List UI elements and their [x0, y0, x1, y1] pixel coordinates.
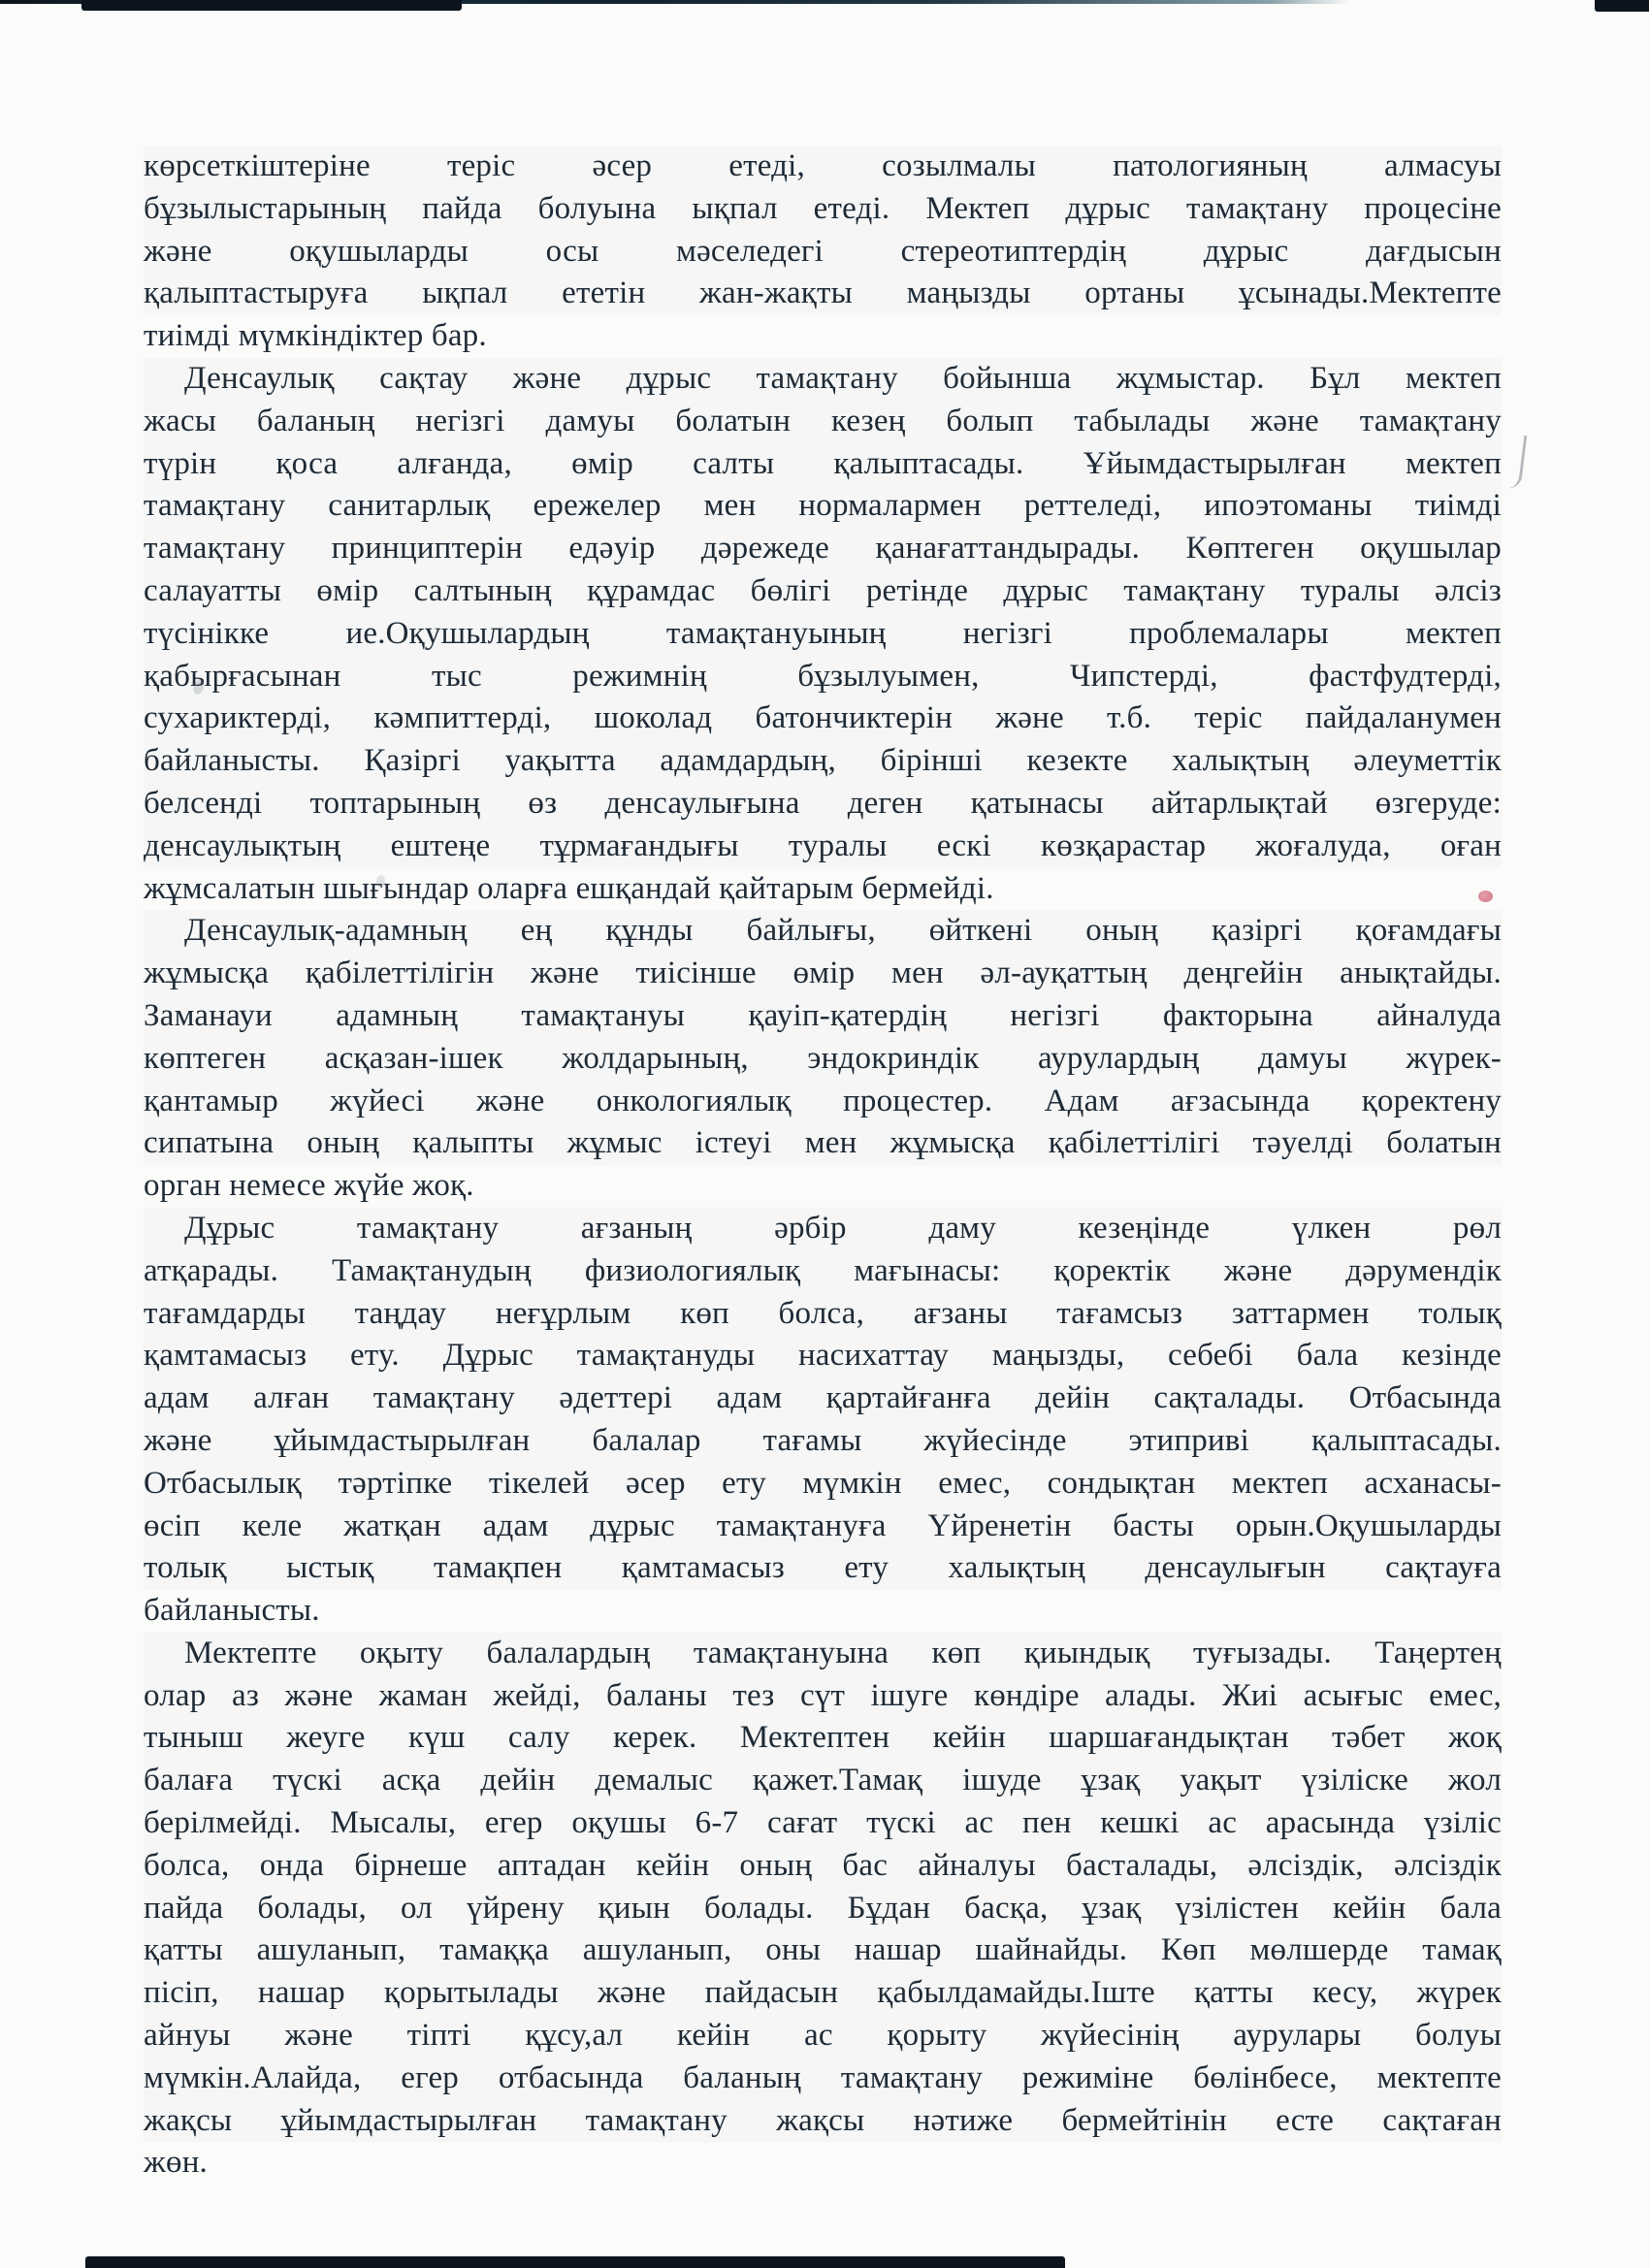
text-line: денсаулықтың ештеңе тұрмағандығы туралы ескі көзқарастар жоғалуда, оған — [144, 826, 1502, 868]
text-line: жұмысқа қабілеттілігін және тиісінше өмір мен әл-ауқаттың деңгейін анықтайды. — [144, 953, 1502, 995]
text-line: қалыптастыруға ықпал ететін жан-жақты маңызды ортаны ұсынады.Мектепте — [144, 273, 1502, 315]
scan-artifact-bottom-bar — [85, 2256, 1065, 2268]
text-line: өсіп келе жатқан адам дұрыс тамақтануға Үйренетін басты орын.Оқушыларды — [144, 1506, 1502, 1548]
text-line: Мектепте оқыту балалардың тамақтануына көп қиындық туғызады. Таңертең — [144, 1633, 1502, 1675]
text-line: көрсеткіштеріне теріс әсер етеді, созылмалы патологияның алмасуы — [144, 146, 1502, 188]
text-line: түрін қоса алғанда, өмір салты қалыптасады. Ұйымдастырылған мектеп — [144, 443, 1502, 486]
text-line: жасы баланың негізгі дамуы болатын кезең болып табылады және тамақтану — [144, 401, 1502, 443]
text-line: Денсаулық-адамның ең құнды байлығы, өйткені оның қазіргі қоғамдағы — [144, 910, 1502, 953]
text-line: Заманауи адамның тамақтануы қауіп-қатердің негізгі факторына айналуда — [144, 995, 1502, 1038]
text-line: тағамдарды таңдау неғұрлым көп болса, ағзаны тағамсыз заттармен толық — [144, 1293, 1502, 1336]
text-line: белсенді топтарының өз денсаулығына деген қатынасы айтарлықтай өзгеруде: — [144, 783, 1502, 826]
text-line: сипатына оның қалыпты жұмыс істеуі мен жұмысқа қабілеттілігі тәуелді болатын — [144, 1122, 1502, 1165]
text-line: орган немесе жүйе жоқ. — [144, 1168, 474, 1204]
text-line: пісіп, нашар қорытылады және пайдасын қабылдамайды.Іште қатты кесу, жүрек — [144, 1972, 1502, 2015]
text-line: балаға түскі асқа дейін демалыс қажет.Тамақ ішуде ұзақ уақыт үзіліске жол — [144, 1760, 1502, 1802]
text-line: тиімді мүмкіндіктер бар. — [144, 318, 487, 354]
text-line: бұзылыстарының пайда болуына ықпал етеді. Мектеп дұрыс тамақтану процесіне — [144, 188, 1502, 231]
text-line: адам алған тамақтану әдеттері адам қартайғанға дейін сақталады. Отбасында — [144, 1377, 1502, 1420]
text-line: Отбасылық тәртіпке тікелей әсер ету мүмкін емес, сондықтан мектеп асханасы- — [144, 1463, 1502, 1506]
text-line: байланысты. Қазіргі уақытта адамдардың, бірінші кезекте халықтың әлеуметтік — [144, 740, 1502, 783]
text-line: қантамыр жүйесі және онкологиялық процестер. Адам ағзасында қоректену — [144, 1081, 1502, 1123]
paragraph — [144, 146, 1502, 358]
pink-ink-mark — [1478, 891, 1493, 902]
text-line: қабырғасынан тыс режимнің бұзылуымен, Чипстерді, фастфудтерді, — [144, 656, 1502, 698]
text-line: байланысты. — [144, 1593, 320, 1629]
text-line: көптеген асқазан-ішек жолдарының, эндокриндік аурулардың дамуы жүрек- — [144, 1038, 1502, 1081]
text-line: айнуы және тіпті құсу,ал кейін ас қорыту жүйесінің аурулары болуы — [144, 2015, 1502, 2057]
paragraph — [144, 1208, 1502, 1633]
text-line: атқарады. Тамақтанудың физиологиялық мағынасы: қоректік және дәрумендік — [144, 1250, 1502, 1293]
text-block — [144, 146, 1502, 2185]
text-line: тамақтану санитарлық ережелер мен нормалармен реттеледі, ипоэтоманы тиімді — [144, 485, 1502, 528]
scan-smudge — [376, 875, 385, 888]
text-line: пайда болады, ол үйрену қиын болады. Бұдан басқа, ұзақ үзілістен кейін бала — [144, 1888, 1502, 1930]
scan-artifact-top-bar — [81, 0, 462, 11]
text-line: және ұйымдастырылған балалар тағамы жүйесінде этиприві қалыптасады. — [144, 1420, 1502, 1463]
paragraph — [144, 910, 1502, 1208]
text-line: тамақтану принциптерін едәуір дәрежеде қанағаттандырады. Көптеген оқушылар — [144, 528, 1502, 570]
scan-smudge — [1125, 502, 1139, 511]
text-line: берілмейді. Мысалы, егер оқушы 6-7 сағат түскі ас пен кешкі ас арасында үзіліс — [144, 1802, 1502, 1845]
paragraph — [144, 1633, 1502, 2185]
text-line: салауатты өмір салтының құрамдас бөлігі ретінде дұрыс тамақтану туралы әлсіз — [144, 570, 1502, 613]
text-line: жақсы ұйымдастырылған тамақтану жақсы нәтиже бермейтінін есте сақтаған — [144, 2100, 1502, 2143]
text-line: қатты ашуланып, тамаққа ашуланып, оны нашар шайнайды. Көп мөлшерде тамақ — [144, 1929, 1502, 1972]
text-line: және оқушыларды осы мәселедегі стереотиптердің дұрыс дағдысын — [144, 231, 1502, 274]
text-line: түсінікке ие.Оқушылардың тамақтануының негізгі проблемалары мектеп — [144, 613, 1502, 656]
text-line: сухариктерді, кәмпиттерді, шоколад батончиктерін және т.б. теріс пайдаланумен — [144, 697, 1502, 740]
text-line: болса, онда бірнеше аптадан кейін оның бас айналуы басталады, әлсіздік, әлсіздік — [144, 1845, 1502, 1888]
text-line: жөн. — [144, 2145, 209, 2181]
text-line: толық ыстық тамақпен қамтамасыз ету халықтың денсаулығын сақтауға — [144, 1547, 1502, 1590]
pencil-mark — [1506, 434, 1528, 489]
text-line: тыныш жеуге күш салу керек. Мектептен кейін шаршағандықтан тәбет жоқ — [144, 1717, 1502, 1760]
text-line: Денсаулық сақтау және дұрыс тамақтану бойынша жұмыстар. Бұл мектеп — [144, 358, 1502, 401]
text-line: Дұрыс тамақтану ағзаның әрбір даму кезеңінде үлкен рөл — [144, 1208, 1502, 1250]
text-line: қамтамасыз ету. Дұрыс тамақтануды насихаттау маңызды, себебі бала кезінде — [144, 1335, 1502, 1377]
text-line: олар аз және жаман жейді, баланы тез сүт ішуге көндіре алады. Жиі асығыс емес, — [144, 1675, 1502, 1718]
text-line: жұмсалатын шығындар оларға ешқандай қайтарым бермейді. — [144, 870, 994, 906]
paragraph — [144, 358, 1502, 910]
text-line: мүмкін.Алайда, егер отбасында баланың тамақтану режиміне бөлінбесе, мектепте — [144, 2057, 1502, 2100]
scan-artifact-top-right — [1595, 0, 1649, 12]
